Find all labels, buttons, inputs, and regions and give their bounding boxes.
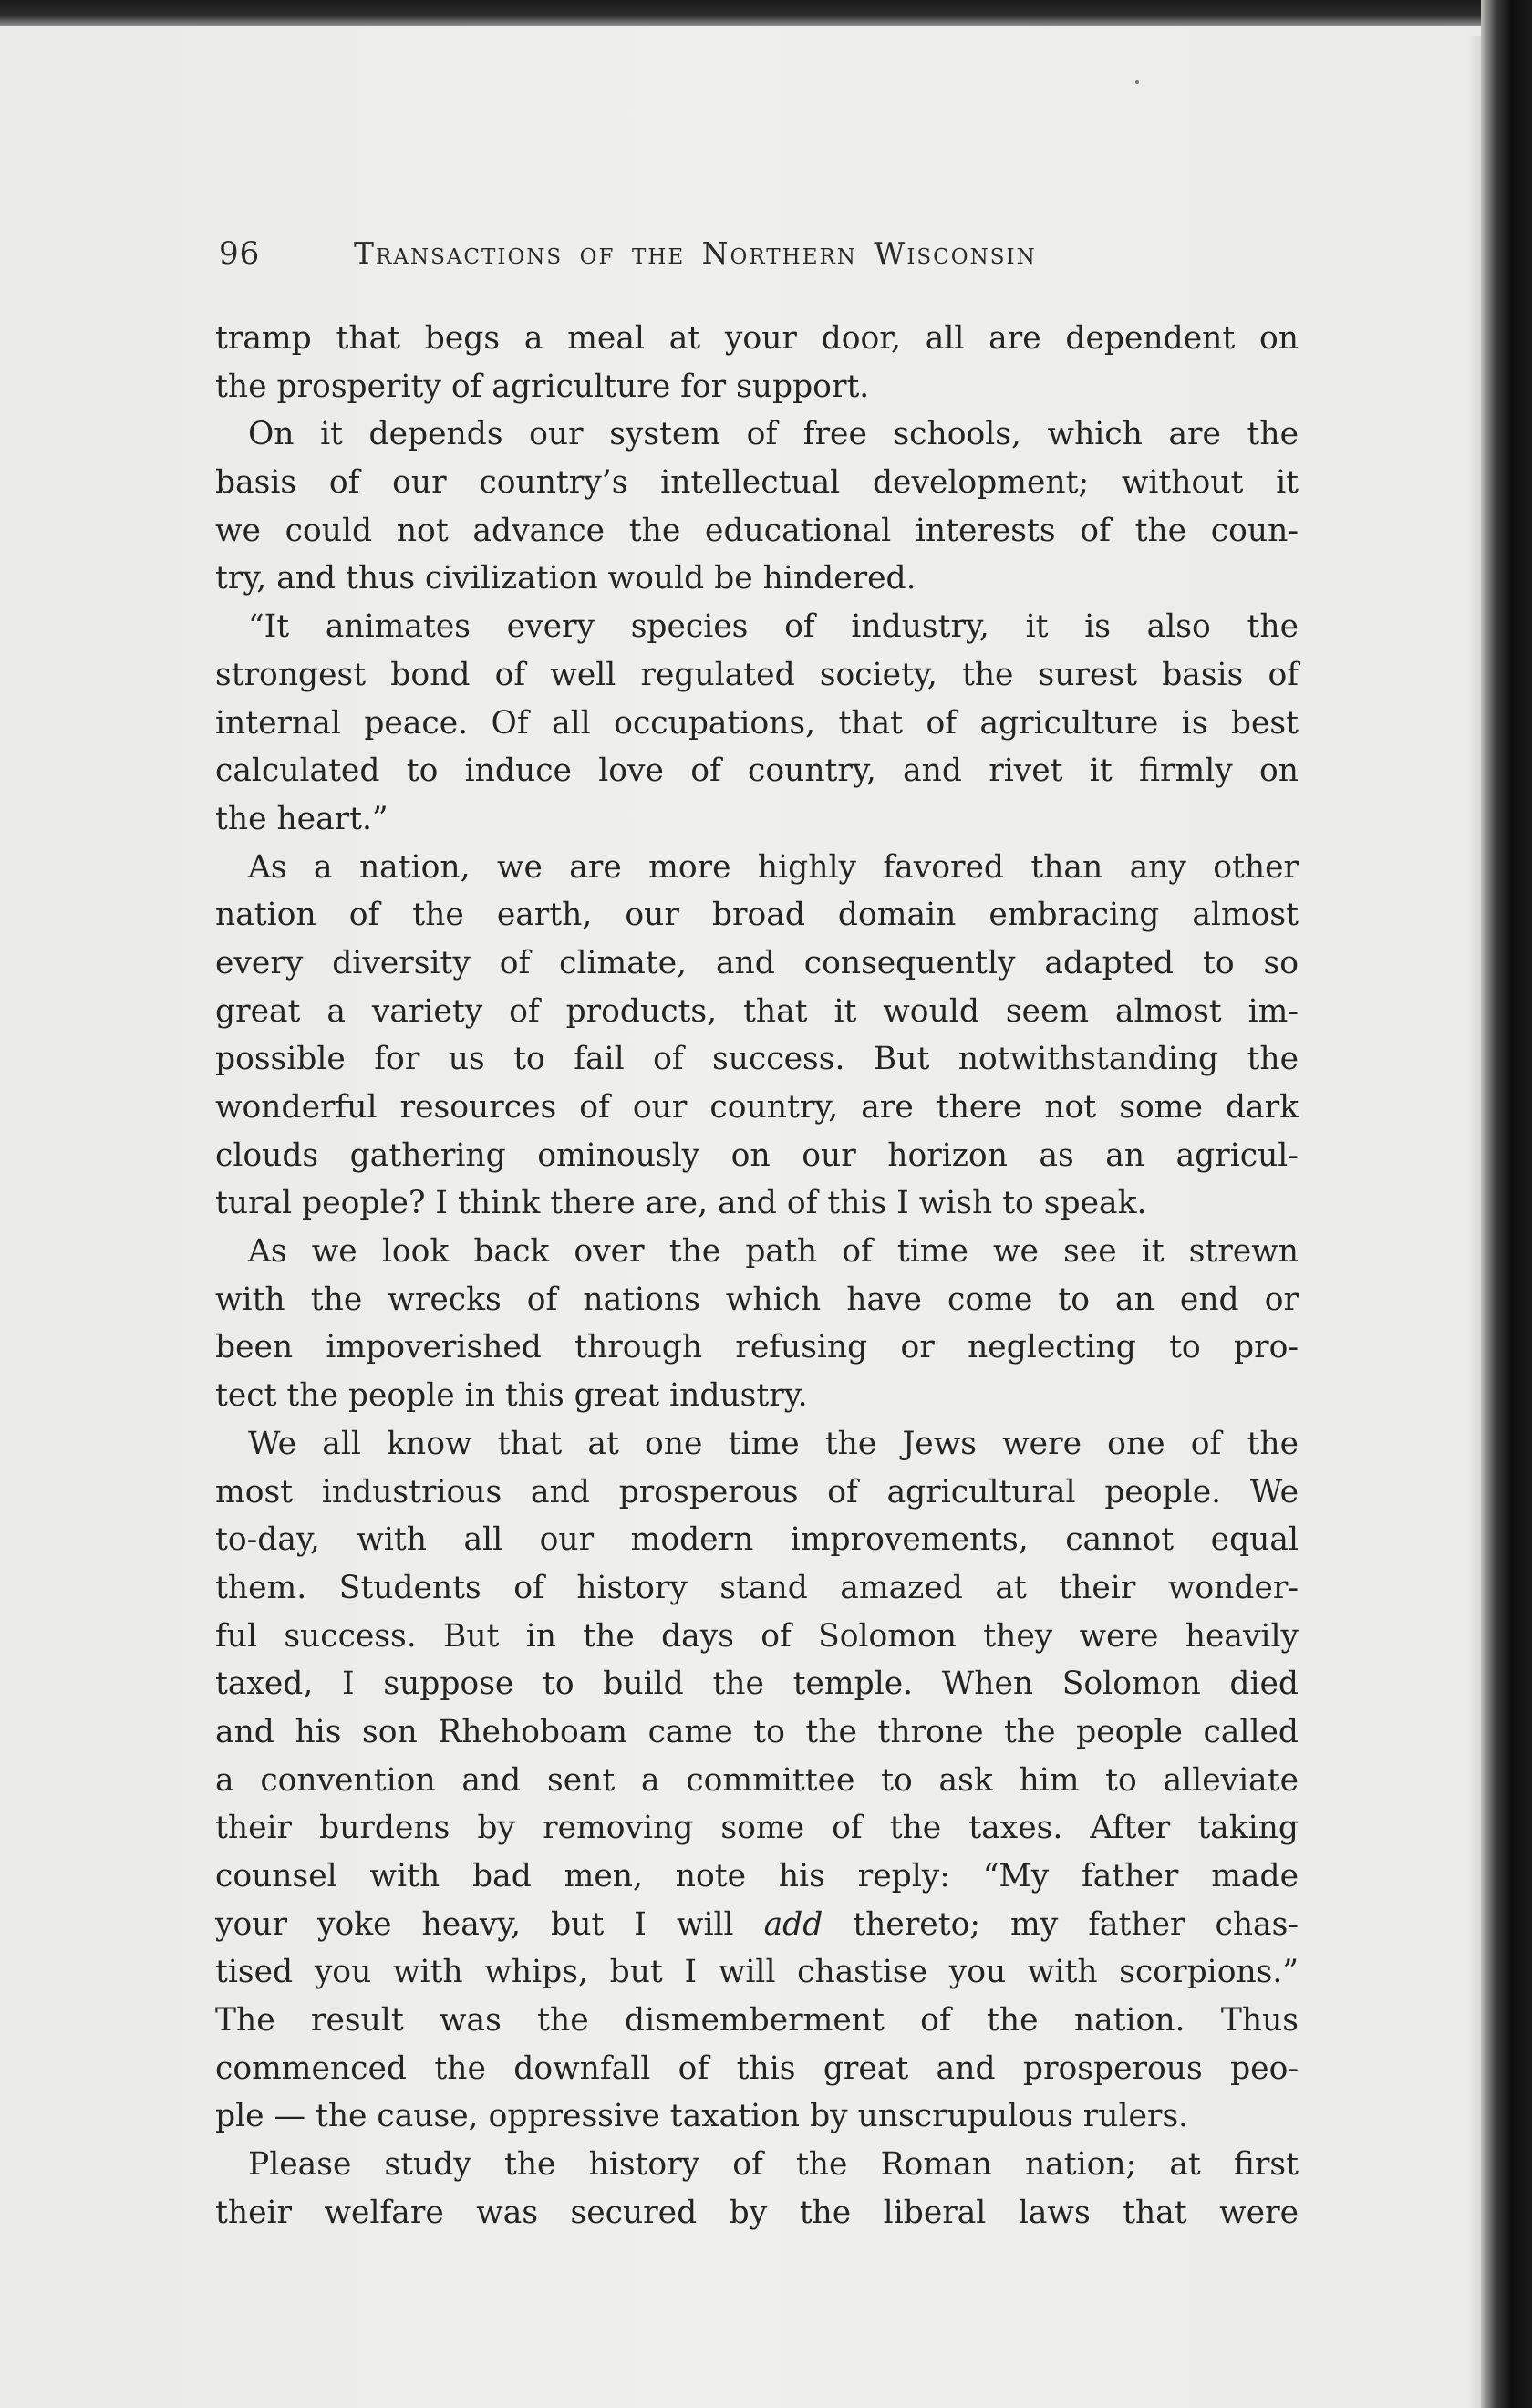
text-line: basis of our country’s intellectual development; without it bbox=[215, 464, 1299, 502]
text-line: every diversity of climate, and consequently adapted to so bbox=[215, 944, 1299, 981]
text-line: to-day, with all our modern improvements, cannot equal bbox=[215, 1521, 1299, 1559]
text-line: them. Students of history stand amazed at their wonder- bbox=[215, 1569, 1299, 1606]
scan-speck bbox=[1135, 80, 1139, 84]
text-line: internal peace. Of all occupations, that of agriculture is best bbox=[215, 704, 1299, 742]
text-line: As we look back over the path of time we see it strewn bbox=[248, 1233, 1299, 1271]
text-line: calculated to induce love of country, and rivet it firmly on bbox=[215, 752, 1299, 790]
running-head: Transactions of the Northern Wisconsin bbox=[354, 235, 1037, 271]
text-line: ple — the cause, oppressive taxation by unscrupulous rulers. bbox=[215, 2098, 1189, 2135]
text-line: we could not advance the educational interests of the coun- bbox=[215, 512, 1299, 549]
text-line: the heart.” bbox=[215, 800, 388, 837]
text-line: a convention and sent a committee to ask him to alleviate bbox=[215, 1761, 1299, 1799]
text-line: ful success. But in the days of Solomon they were heavily bbox=[215, 1617, 1299, 1655]
text-line: their burdens by removing some of the taxes. After taking bbox=[215, 1810, 1299, 1847]
text-line: Please study the history of the Roman nation; at first bbox=[248, 2146, 1299, 2184]
text-line: tised you with whips, but I will chastise you with scorpions.” bbox=[215, 1954, 1299, 1991]
body-text bbox=[215, 315, 1299, 2237]
text-line: and his son Rhehoboam came to the throne the people called bbox=[215, 1713, 1299, 1750]
text-line: great a variety of products, that it would seem almost im- bbox=[215, 992, 1299, 1030]
text-line: tramp that begs a meal at your door, all are dependent on bbox=[215, 320, 1299, 357]
text-line: counsel with bad men, note his reply: “My father made bbox=[215, 1858, 1299, 1894]
text-line: try, and thus civilization would be hindered. bbox=[215, 560, 916, 597]
page-gutter-highlight bbox=[1468, 36, 1481, 2408]
italic-word: add bbox=[763, 1905, 823, 1943]
text-line: “It animates every species of industry, it is also the bbox=[248, 608, 1299, 646]
top-scan-shadow bbox=[0, 0, 1532, 26]
text-line: most industrious and prosperous of agricultural people. We bbox=[215, 1473, 1299, 1510]
text-line: been impoverished through refusing or neglecting to pro- bbox=[215, 1329, 1299, 1366]
text-segment: thereto; my father chas- bbox=[823, 1905, 1299, 1943]
page-number: 96 bbox=[219, 235, 261, 272]
page-header bbox=[219, 235, 1185, 275]
text-line: their welfare was secured by the liberal laws that were bbox=[215, 2194, 1299, 2231]
text-line: We all know that at one time the Jews were one of the bbox=[248, 1425, 1299, 1462]
text-line: commenced the downfall of this great and prosperous peo- bbox=[215, 2050, 1299, 2087]
text-line: strongest bond of well regulated society, the surest basis of bbox=[215, 656, 1299, 693]
text-line: On it depends our system of free schools, which are the bbox=[248, 416, 1299, 453]
text-line: the prosperity of agriculture for support. bbox=[215, 368, 870, 405]
text-line: clouds gathering ominously on our horizon as an agricul- bbox=[215, 1137, 1299, 1174]
text-line: As a nation, we are more highly favored than any other bbox=[248, 848, 1299, 886]
text-line: The result was the dismemberment of the nation. Thus bbox=[215, 2002, 1299, 2040]
text-line: tural people? I think there are, and of this I wish to speak. bbox=[215, 1185, 1147, 1222]
text-line: possible for us to fail of success. But notwithstanding the bbox=[215, 1041, 1299, 1078]
text-line: taxed, I suppose to build the temple. When Solomon died bbox=[215, 1666, 1299, 1703]
text-line bbox=[215, 1901, 1299, 1949]
binding-edge-shadow bbox=[1481, 0, 1532, 2408]
text-segment: your yoke heavy, but I will bbox=[215, 1905, 764, 1943]
text-line: nation of the earth, our broad domain embracing almost bbox=[215, 897, 1299, 934]
text-line: tect the people in this great industry. bbox=[215, 1377, 808, 1415]
text-line: with the wrecks of nations which have come to an end or bbox=[215, 1281, 1299, 1318]
text-line: wonderful resources of our country, are there not some dark bbox=[215, 1089, 1299, 1126]
